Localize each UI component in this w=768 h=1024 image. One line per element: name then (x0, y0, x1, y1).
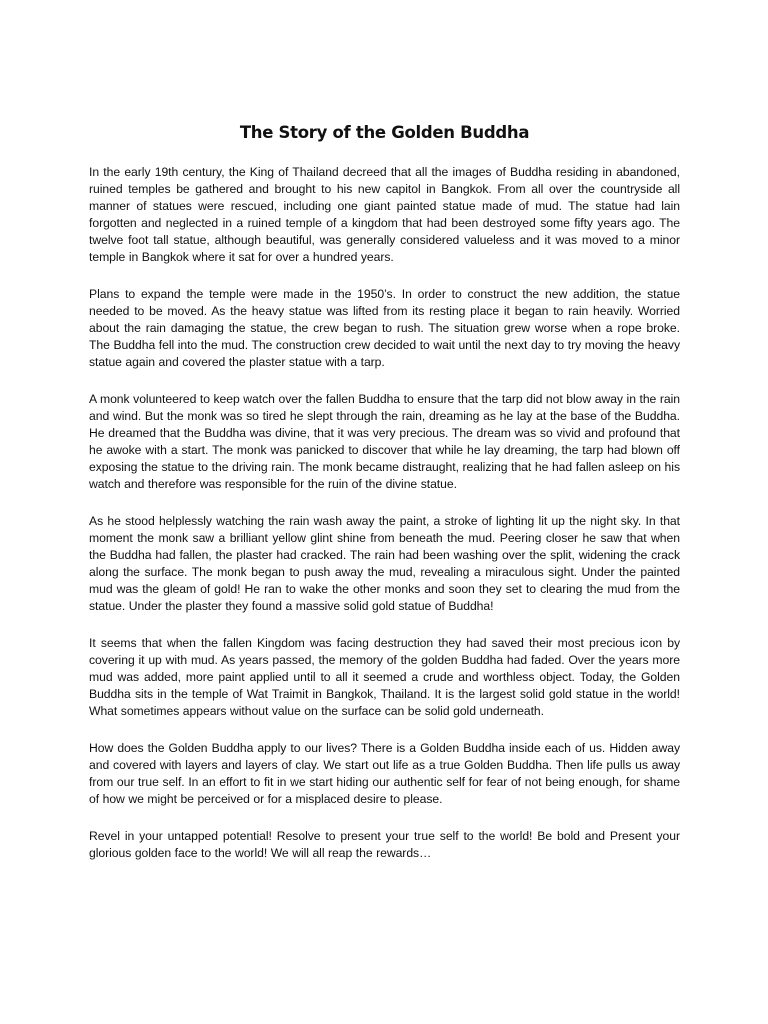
paragraph-6: How does the Golden Buddha apply to our lives? There is a Golden Buddha inside each of us. Hidden away and covered with layers and layers of clay. We start out life as a true Golden Buddha. Then life pulls us away from our true self. In an effort to fit in we start hiding our authentic self for fear of not being enough, for shame of how we might be perceived or for a misplaced desire to please. (89, 741, 680, 806)
paragraph-4: As he stood helplessly watching the rain wash away the paint, a stroke of lighting lit up the night sky. In that moment the monk saw a brilliant yellow glint shine from beneath the mud. Peering closer he saw that when the Buddha had fallen, the plaster had cracked. The rain had been washing over the split, widening the crack along the surface. The monk began to push away the mud, revealing a miraculous sight. Under the painted mud was the gleam of gold! He ran to wake the other monks and soon they set to clearing the mud from the statue. Under the plaster they found a massive solid gold statue of Buddha! (89, 514, 680, 613)
paragraph-1: In the early 19th century, the King of Thailand decreed that all the images of Buddha residing in abandoned, ruined temples be gathered and brought to his new capitol in Bangkok. From all over the countryside all manner of statues were rescued, including one giant painted statue made of mud. The statue had lain forgotten and neglected in a ruined temple of a kingdom that had been destroyed some fifty years ago. The twelve foot tall statue, although beautiful, was generally considered valueless and it was moved to a minor temple in Bangkok where it sat for over a hundred years. (89, 165, 680, 264)
document-title: The Story of the Golden Buddha (239, 123, 530, 142)
paragraph-7: Revel in your untapped potential! Resolve to present your true self to the world! Be bold and Present your glorious golden face to the world! We will all reap the rewards… (89, 829, 680, 860)
paragraph-5: It seems that when the fallen Kingdom was facing destruction they had saved their most precious icon by covering it up with mud. As years passed, the memory of the golden Buddha had faded. Over the years more mud was added, more paint applied until to all it seemed a crude and worthless object. Today, the Golden Buddha sits in the temple of Wat Traimit in Bangkok, Thailand. It is the largest solid gold statue in the world! What sometimes appears without value on the surface can be solid gold underneath. (89, 636, 680, 718)
document-body (89, 164, 680, 862)
paragraph-3: A monk volunteered to keep watch over the fallen Buddha to ensure that the tarp did not blow away in the rain and wind. But the monk was so tired he slept through the rain, dreaming as he lay at the base of the Buddha. He dreamed that the Buddha was divine, that it was very precious. The dream was so vivid and profound that he awoke with a start. The monk was panicked to discover that while he lay dreaming, the tarp had blown off exposing the statue to the driving rain. The monk became distraught, realizing that he had fallen asleep on his watch and therefore was responsible for the ruin of the divine statue. (89, 392, 680, 491)
paragraph-2: Plans to expand the temple were made in the 1950’s. In order to construct the new addition, the statue needed to be moved. As the heavy statue was lifted from its resting place it began to rain heavily. Worried about the rain damaging the statue, the crew began to rush. The situation grew worse when a rope broke. The Buddha fell into the mud. The construction crew decided to wait until the next day to try moving the heavy statue again and covered the plaster statue with a tarp. (89, 287, 680, 369)
